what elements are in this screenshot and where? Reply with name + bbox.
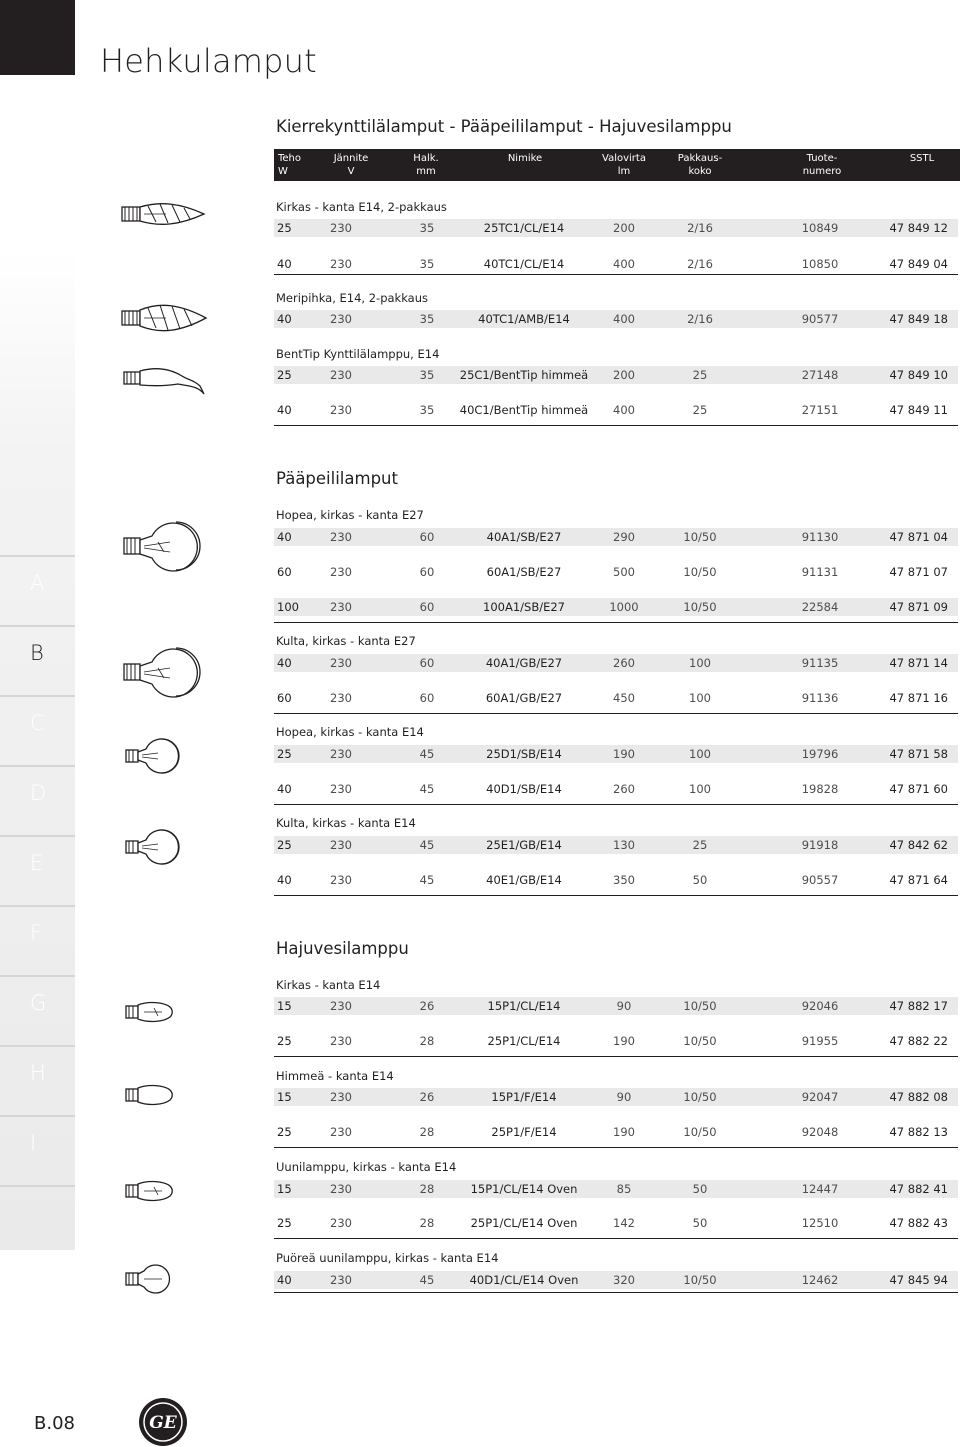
table-row: 40 230 60 40A1/GB/E27 260 100 91135 47 871 14 bbox=[274, 654, 958, 672]
row-divider bbox=[274, 713, 958, 714]
svg-text:GE: GE bbox=[149, 1413, 177, 1433]
table-row: 25 230 35 25TC1/CL/E14 200 2/16 10849 47 849 12 bbox=[274, 219, 958, 237]
sidebar-letter: B bbox=[30, 641, 44, 665]
row-divider bbox=[274, 274, 958, 275]
table-row: 25 230 35 25C1/BentTip himmeä 200 25 27148 47 849 10 bbox=[274, 366, 958, 384]
twisted-candle-bulb-icon bbox=[120, 198, 210, 230]
sidebar-item-d[interactable] bbox=[0, 767, 75, 837]
row-divider bbox=[274, 895, 958, 896]
table-row: 40 230 35 40TC1/CL/E14 400 2/16 10850 47 849 04 bbox=[277, 257, 948, 271]
table-row: 25 230 28 25P1/F/E14 190 10/50 92048 47 882 13 bbox=[277, 1125, 948, 1139]
sidebar-item-a[interactable] bbox=[0, 557, 75, 627]
group-label: Kirkas - kanta E14, 2-pakkaus bbox=[276, 200, 447, 214]
group-label: Hopea, kirkas - kanta E14 bbox=[276, 725, 424, 739]
group-label: Kirkas - kanta E14 bbox=[276, 978, 381, 992]
row-divider bbox=[274, 804, 958, 805]
table-row: 100 230 60 100A1/SB/E27 1000 10/50 22584 47 871 09 bbox=[274, 598, 958, 616]
table-row: 40 230 45 40D1/CL/E14 Oven 320 10/50 12462 47 845 94 bbox=[274, 1271, 958, 1289]
pygmy-bulb-icon bbox=[124, 1081, 176, 1109]
sidebar-item-i[interactable] bbox=[0, 1117, 75, 1187]
sidebar-item-e[interactable] bbox=[0, 837, 75, 907]
column-header-valovirta: Valovirta lm bbox=[602, 153, 646, 177]
table-row: 60 230 60 60A1/GB/E27 450 100 91136 47 871 16 bbox=[277, 691, 948, 705]
column-header-tuotenumero: Tuote- numero bbox=[802, 153, 842, 177]
pygmy-bulb-icon bbox=[124, 998, 176, 1026]
table-row: 40 230 35 40C1/BentTip himmeä 400 25 27151 47 849 11 bbox=[277, 403, 948, 417]
table-row: 15 230 28 15P1/CL/E14 Oven 85 50 12447 47 882 41 bbox=[274, 1180, 958, 1198]
group-label: Meripihka, E14, 2-pakkaus bbox=[276, 291, 428, 305]
sidebar-letter: H bbox=[30, 1061, 46, 1085]
column-header-sstl: SSTL bbox=[909, 153, 935, 164]
column-header-halk: Halk. mm bbox=[413, 153, 439, 177]
sidebar-item-f[interactable] bbox=[0, 907, 75, 977]
group-label: Kulta, kirkas - kanta E14 bbox=[276, 816, 416, 830]
sidebar-letter: I bbox=[30, 1131, 37, 1155]
section-title: Pääpeililamput bbox=[276, 469, 398, 488]
sidebar-letter: A bbox=[30, 571, 45, 595]
table-row: 25 230 28 25P1/CL/E14 Oven 142 50 12510 47 882 43 bbox=[277, 1216, 948, 1230]
table-row: 25 230 45 25E1/GB/E14 130 25 91918 47 842 62 bbox=[274, 836, 958, 854]
group-label: Puöreä uunilamppu, kirkas - kanta E14 bbox=[276, 1251, 499, 1265]
table-row: 40 230 45 40D1/SB/E14 260 100 19828 47 871 60 bbox=[277, 782, 948, 796]
page-number: B.08 bbox=[34, 1413, 75, 1434]
crown-mirror-bulb-icon bbox=[122, 520, 208, 572]
sidebar-letter: D bbox=[30, 781, 47, 805]
table-row: 25 230 28 25P1/CL/E14 190 10/50 91955 47 882 22 bbox=[277, 1034, 948, 1048]
sidebar-item-b[interactable] bbox=[0, 627, 75, 697]
row-divider bbox=[274, 1056, 958, 1057]
table-header bbox=[274, 149, 960, 181]
sidebar-item-g[interactable] bbox=[0, 977, 75, 1047]
sidebar-item-c[interactable] bbox=[0, 697, 75, 767]
section-title: Kierrekynttilälamput - Pääpeililamput - Hajuvesilamppu bbox=[276, 117, 732, 136]
bent-tip-candle-bulb-icon bbox=[122, 360, 212, 396]
row-divider bbox=[274, 1292, 958, 1293]
round-oven-bulb-icon bbox=[124, 1263, 176, 1295]
group-label: Uunilamppu, kirkas - kanta E14 bbox=[276, 1160, 457, 1174]
section-title: Hajuvesilamppu bbox=[276, 939, 409, 958]
sidebar-letter: G bbox=[30, 991, 47, 1015]
table-row: 60 230 60 60A1/SB/E27 500 10/50 91131 47 871 07 bbox=[277, 565, 948, 579]
column-header-teho: Teho W bbox=[278, 153, 302, 177]
column-header-nimike: Nimike bbox=[507, 153, 543, 164]
twisted-candle-bulb-icon bbox=[120, 300, 210, 336]
page-title: Hehkulamput bbox=[100, 42, 317, 80]
table-row: 40 230 45 40E1/GB/E14 350 50 90557 47 871 64 bbox=[277, 873, 948, 887]
row-divider bbox=[274, 1147, 958, 1148]
table-row: 40 230 35 40TC1/AMB/E14 400 2/16 90577 47 849 18 bbox=[274, 310, 958, 328]
group-label: Kulta, kirkas - kanta E27 bbox=[276, 634, 416, 648]
column-header-jannite: Jännite V bbox=[333, 153, 369, 177]
small-crown-mirror-bulb-icon bbox=[124, 737, 184, 775]
column-header-pakkaus: Pakkaus- koko bbox=[677, 153, 723, 177]
sidebar-letter: C bbox=[30, 711, 45, 735]
crown-mirror-bulb-icon bbox=[122, 646, 208, 698]
small-crown-mirror-bulb-icon bbox=[124, 828, 184, 866]
table-row: 15 230 26 15P1/F/E14 90 10/50 92047 47 882 08 bbox=[274, 1088, 958, 1106]
group-label: BentTip Kynttilälamppu, E14 bbox=[276, 347, 440, 361]
table-row: 15 230 26 15P1/CL/E14 90 10/50 92046 47 882 17 bbox=[274, 997, 958, 1015]
ge-logo-icon bbox=[138, 1397, 188, 1447]
row-divider bbox=[274, 425, 958, 426]
sidebar-item-h[interactable] bbox=[0, 1047, 75, 1117]
group-label: Himmeä - kanta E14 bbox=[276, 1069, 394, 1083]
oven-bulb-icon bbox=[124, 1177, 176, 1205]
row-divider bbox=[274, 1238, 958, 1239]
group-label: Hopea, kirkas - kanta E27 bbox=[276, 508, 424, 522]
sidebar-letter: F bbox=[30, 921, 43, 945]
table-row: 40 230 60 40A1/SB/E27 290 10/50 91130 47 871 04 bbox=[274, 528, 958, 546]
table-row: 25 230 45 25D1/SB/E14 190 100 19796 47 871 58 bbox=[274, 745, 958, 763]
corner-block bbox=[0, 0, 75, 75]
row-divider bbox=[274, 622, 958, 623]
sidebar-letter: E bbox=[30, 851, 44, 875]
